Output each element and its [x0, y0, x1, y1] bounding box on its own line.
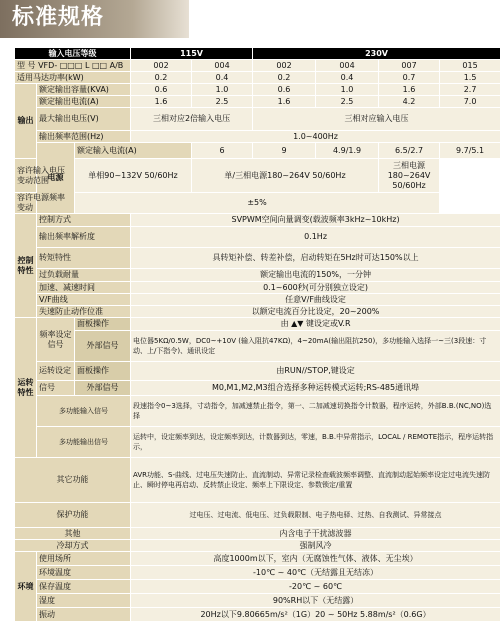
run-external-value: M0,M1,M2,M3组合选择多种运转模式运转;RS-485通讯埠 — [131, 381, 501, 396]
frequency-tolerance-value: ±5% — [75, 193, 440, 214]
environment-row — [15, 566, 501, 580]
run-external-label: 外部信号 — [75, 381, 131, 396]
output-current-cell: 2.5 — [316, 96, 379, 108]
output-current-row — [15, 96, 501, 108]
environment-value: -20℃ ~ 60℃ — [131, 580, 501, 594]
environment-value: 90%RH以下（无结露） — [131, 594, 501, 608]
voltage-tolerance-230a: 单/三相电源180~264V 50/60Hz — [192, 159, 379, 193]
output-capacity-cell: 0.6 — [131, 84, 192, 96]
frequency-tolerance-label: 容许电源频率变动 — [15, 193, 75, 214]
cooling-row — [15, 540, 501, 552]
control-value: 额定输出电流的150%，一分钟 — [131, 269, 501, 282]
input-current-cell: 9 — [253, 143, 316, 159]
control-label: 过负载耐量 — [37, 269, 131, 282]
other-function-row — [15, 458, 501, 503]
motor-label: 适用马达功率(kW) — [15, 72, 131, 84]
motor-cell: 0.4 — [192, 72, 253, 84]
model-cell: 002 — [131, 60, 192, 72]
model-cell: 007 — [379, 60, 440, 72]
environment-row — [15, 552, 501, 566]
input-current-cell: 9.7/5.1 — [440, 143, 501, 159]
operation-group-label: 运转特性 — [15, 318, 37, 458]
motor-cell: 0.4 — [316, 72, 379, 84]
header-label: 输入电压等级 — [15, 48, 131, 60]
environment-label: 湿度 — [37, 594, 131, 608]
max-voltage-230: 三相对应输入电压 — [253, 108, 501, 131]
control-group-label: 控制特性 — [15, 214, 37, 318]
cooling-value: 强制风冷 — [131, 540, 501, 552]
output-capacity-cell: 2.7 — [440, 84, 501, 96]
output-frequency-row — [15, 131, 501, 143]
multi-input-row — [15, 396, 501, 427]
control-value: 以额定电流百分比设定，20~200% — [131, 306, 501, 318]
input-current-label: 额定输入电流(A) — [75, 143, 192, 159]
motor-row — [15, 72, 501, 84]
motor-cell: 1.5 — [440, 72, 501, 84]
model-cell: 015 — [440, 60, 501, 72]
multi-output-row — [15, 427, 501, 458]
environment-row — [15, 580, 501, 594]
freq-setting-label: 频率设定信号 — [37, 318, 75, 362]
output-current-cell: 1.6 — [131, 96, 192, 108]
model-label: 型 号 VFD- □□□ L □□ A/B — [15, 60, 131, 72]
model-cell: 002 — [253, 60, 316, 72]
output-capacity-cell: 1.0 — [192, 84, 253, 96]
control-label: 控制方式 — [37, 214, 131, 227]
output-current-cell: 4.2 — [379, 96, 440, 108]
environment-label: 环境温度 — [37, 566, 131, 580]
control-label: 输出频率解析度 — [37, 227, 131, 248]
control-value: 0.1Hz — [131, 227, 501, 248]
environment-label: 使用场所 — [37, 552, 131, 566]
output-capacity-cell: 1.0 — [316, 84, 379, 96]
spec-table — [14, 47, 501, 622]
protection-label: 保护功能 — [15, 503, 131, 528]
output-capacity-row — [15, 84, 501, 96]
motor-cell: 0.2 — [253, 72, 316, 84]
environment-label: 保存温度 — [37, 580, 131, 594]
signal-label: 信号 — [37, 381, 75, 396]
control-row — [15, 248, 501, 269]
output-current-label: 额定输出电流(A) — [37, 96, 131, 108]
control-row — [15, 214, 501, 227]
voltage-tolerance-row — [15, 159, 501, 193]
output-current-cell: 7.0 — [440, 96, 501, 108]
control-row — [15, 294, 501, 306]
control-label: 转矩特性 — [37, 248, 131, 269]
control-label: 失速防止动作位准 — [37, 306, 131, 318]
environment-value: -10℃ ~ 40℃（无结露且无结冻） — [131, 566, 501, 580]
control-row — [15, 269, 501, 282]
run-external-row — [15, 381, 501, 396]
misc-value: 内含电子干扰滤波器 — [131, 528, 501, 540]
max-voltage-label: 最大输出电压(V) — [37, 108, 131, 131]
control-row — [15, 282, 501, 294]
protection-row — [15, 503, 501, 528]
header-115v: 115V — [131, 48, 253, 60]
input-current-cell: 4.9/1.9 — [316, 143, 379, 159]
environment-row — [15, 608, 501, 622]
motor-cell: 0.2 — [131, 72, 192, 84]
header-230v: 230V — [253, 48, 501, 60]
output-current-cell: 1.6 — [253, 96, 316, 108]
misc-label: 其他 — [15, 528, 131, 540]
control-value: 具转矩补偿、转差补偿，启动转矩在5Hz时可达150%以上 — [131, 248, 501, 269]
control-value: 0.1~600秒(可分别独立设定) — [131, 282, 501, 294]
run-panel-value: 由RUN//STOP,键设定 — [131, 362, 501, 381]
output-capacity-cell: 0.6 — [253, 84, 316, 96]
output-frequency-label: 输出频率范围(Hz) — [37, 131, 131, 143]
environment-value: 20Hz以下9.80665m/s²（1G）20 ~ 50Hz 5.88m/s²（0.6G） — [131, 608, 501, 622]
output-current-cell: 2.5 — [192, 96, 253, 108]
freq-panel-row — [15, 318, 501, 331]
max-voltage-row — [15, 108, 501, 131]
control-row — [15, 306, 501, 318]
control-value: SVPWM空间向量调变(载波频率3kHz~10kHz) — [131, 214, 501, 227]
freq-external-row — [15, 331, 501, 362]
output-capacity-label: 额定输出容量(KVA) — [37, 84, 131, 96]
run-setting-label: 运转设定 — [37, 362, 75, 381]
cooling-label: 冷却方式 — [15, 540, 131, 552]
control-row — [15, 227, 501, 248]
model-row — [15, 60, 501, 72]
freq-panel-label: 面板操作 — [75, 318, 131, 331]
environment-label: 振动 — [37, 608, 131, 622]
protection-value: 过电压、过电流、低电压、过负载限制、电子热电驿、过热、自我测试、异常接点 — [131, 503, 501, 528]
title-bar — [0, 0, 189, 38]
other-function-value: AVR功能、S-曲线、过电压失速防止、直流制动、异常记录检查载波频率调整、直流制动起始频率设定过电流失速防止、瞬时停电再启动、反转禁止设定、频率上下限设定、参数锁定/重置 — [131, 458, 501, 503]
power-group-label: 电源 — [37, 143, 75, 214]
multi-input-label: 多功能输入信号 — [37, 396, 131, 427]
freq-panel-value: 由 ▲▼ 键设定或V.R — [131, 318, 501, 331]
other-function-label: 其它功能 — [15, 458, 131, 503]
environment-row — [15, 594, 501, 608]
model-cell: 004 — [192, 60, 253, 72]
control-value: 任意V/F曲线设定 — [131, 294, 501, 306]
header-row — [15, 48, 501, 60]
voltage-tolerance-label: 容许输入电压变动范围 — [15, 159, 75, 193]
run-panel-label: 面板操作 — [75, 362, 131, 381]
input-current-cell: 6 — [192, 143, 253, 159]
motor-cell: 0.7 — [379, 72, 440, 84]
environment-value: 高度1000m以下，室内（无腐蚀性气体、液体、无尘埃） — [131, 552, 501, 566]
freq-external-label: 外部信号 — [75, 331, 131, 362]
control-label: V/F曲线 — [37, 294, 131, 306]
run-panel-row — [15, 362, 501, 381]
multi-output-value: 运转中，设定频率到达，设定频率到达，计数器到达，零速，B.B.中异常指示，LOCAL / REMOTE指示，程序运转指示， — [131, 427, 501, 458]
frequency-tolerance-row — [15, 193, 501, 214]
multi-input-value: 段速指令0~3选择，寸动指令，加减速禁止指令，第一、二加减速切换指令计数器，程序运转，外部B.B.(NC,NO)选择 — [131, 396, 501, 427]
input-current-cell: 6.5/2.7 — [379, 143, 440, 159]
page-title: 标准规格 — [12, 5, 105, 30]
input-current-row — [15, 143, 501, 159]
voltage-tolerance-230b: 三相电源 180~264V 50/60Hz — [379, 159, 440, 193]
freq-external-value: 电位器5KΩ/0.5W，DC0~+10V (输入阻抗47KΩ)，4~20mA(输出阻抗250)，多功能输入选择一~三(3段速：寸动、上/下指令)、通讯设定 — [131, 331, 501, 362]
max-voltage-115: 三相对应2倍输入电压 — [131, 108, 253, 131]
model-cell: 004 — [316, 60, 379, 72]
multi-output-label: 多功能输出信号 — [37, 427, 131, 458]
output-group-label: 输出 — [15, 84, 37, 159]
output-capacity-cell: 1.6 — [379, 84, 440, 96]
voltage-tolerance-115: 单相90~132V 50/60Hz — [75, 159, 192, 193]
output-frequency-value: 1.0~400Hz — [131, 131, 501, 143]
environment-group-label: 环境 — [15, 552, 37, 622]
control-label: 加速、减速时间 — [37, 282, 131, 294]
misc-row — [15, 528, 501, 540]
